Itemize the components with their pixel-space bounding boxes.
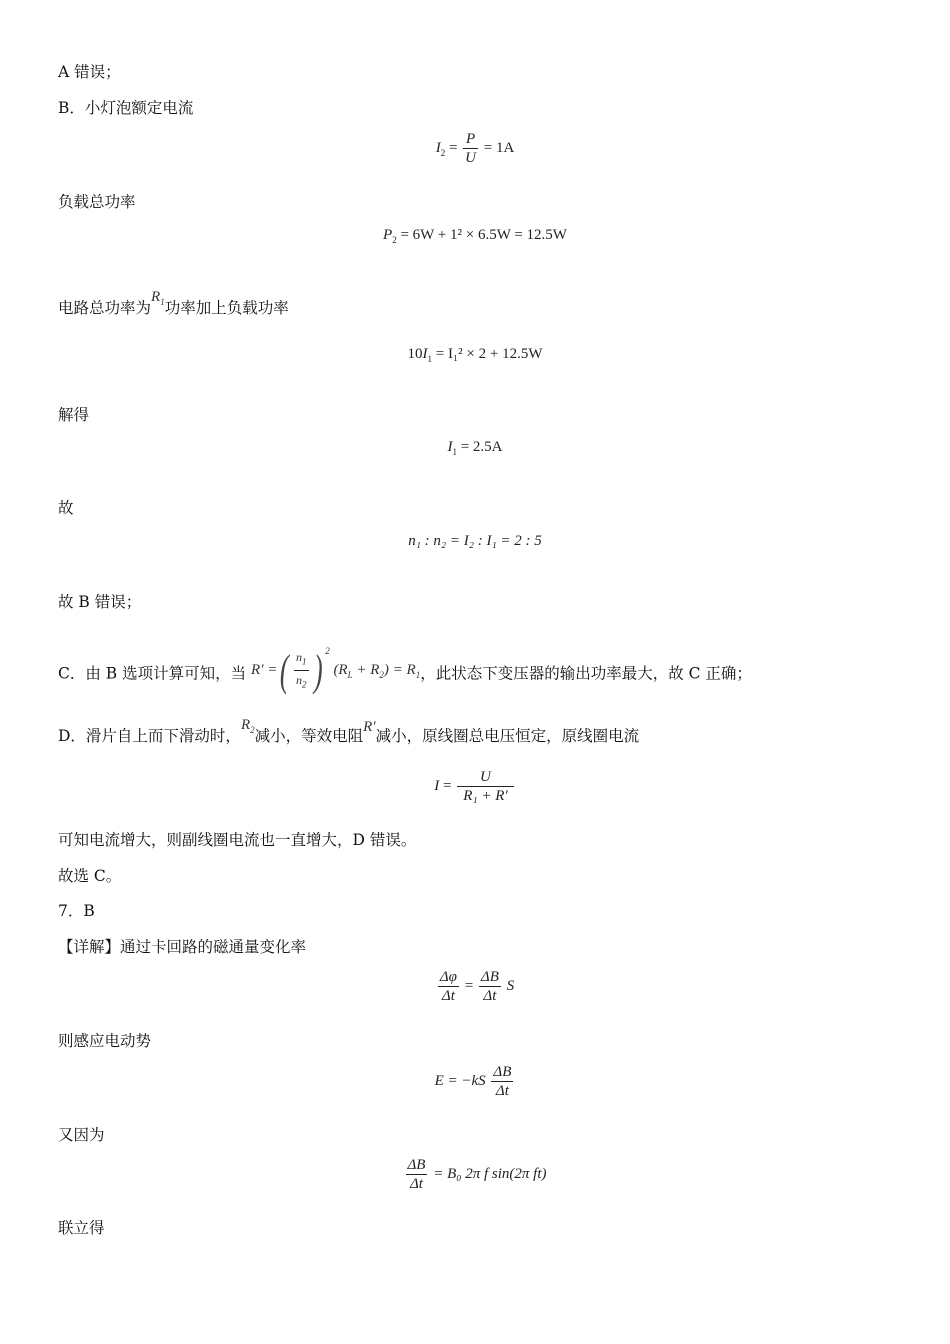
text-a-wrong: A 错误；: [58, 63, 121, 81]
equation-total-power: $10I_1 = I_1^2 \times 2 + 12.5W$: [407, 346, 543, 364]
text-load-power: 负载总功率: [58, 193, 136, 211]
equation-db-dt: $\frac{\Delta B}{\Delta t}$ = B₀ 2π f sin(2π ft): [407, 1157, 547, 1192]
text-also: 又因为: [58, 1126, 105, 1144]
text-combine: 联立得: [58, 1219, 105, 1237]
equation-flux-rate: $\frac{\Delta\varphi}{\Delta t}$ = $\frac{\Delta B}{\Delta t}$ S: [439, 969, 515, 1004]
text-option-c: C．由 B 选项计算可知，当 R′ =( $\frac{n_1}{n_2}$ ) $^2$ $(R_L + R_2) = R_1$，此状态下变压器的输出功率最大，故 C 正确；: [58, 645, 752, 695]
text-q7-detail: 【详解】通过卡回路的磁通量变化率: [58, 938, 307, 956]
text-solve: 解得: [58, 406, 90, 424]
text-choose-c: 故选 C。: [58, 867, 122, 885]
text-therefore: 故: [58, 499, 74, 517]
equation-current: I = $\frac{U}{\text{R₁ + R′}}$: [0, 768, 950, 805]
text-circuit-power: 电路总功率为$R_1$功率加上负载功率: [58, 289, 289, 317]
text-d-conclusion: 可知电流增大，则副线圈电流也一直增大，D 错误。: [58, 831, 417, 849]
text-option-d: D．滑片自上而下滑动时，$R_2$减小，等效电阻R′减小，原线圈总电压恒定，原线圈电流: [58, 717, 640, 745]
equation-emf: E = −kS $\frac{\Delta B}{\Delta t}$: [434, 1064, 512, 1099]
equation-turns-ratio: n₁ : n₂ = I₂ : I₁ = 2 : 5: [408, 533, 542, 549]
text-question-7: 7．B: [58, 902, 95, 920]
equation-load-power: $P_2 = 6W + 1^2 \times 6.5W = 12.5W$: [383, 227, 567, 245]
text-b-wrong: 故 B 错误；: [58, 593, 142, 611]
equation-i1: $I_1 = 2.5A$: [447, 439, 503, 457]
equation-rated-current: $I_2$ = $\frac{P}{U}$ = 1A: [435, 131, 515, 166]
text-emf: 则感应电动势: [58, 1032, 152, 1050]
text-b-intro: B．小灯泡额定电流: [58, 99, 194, 117]
